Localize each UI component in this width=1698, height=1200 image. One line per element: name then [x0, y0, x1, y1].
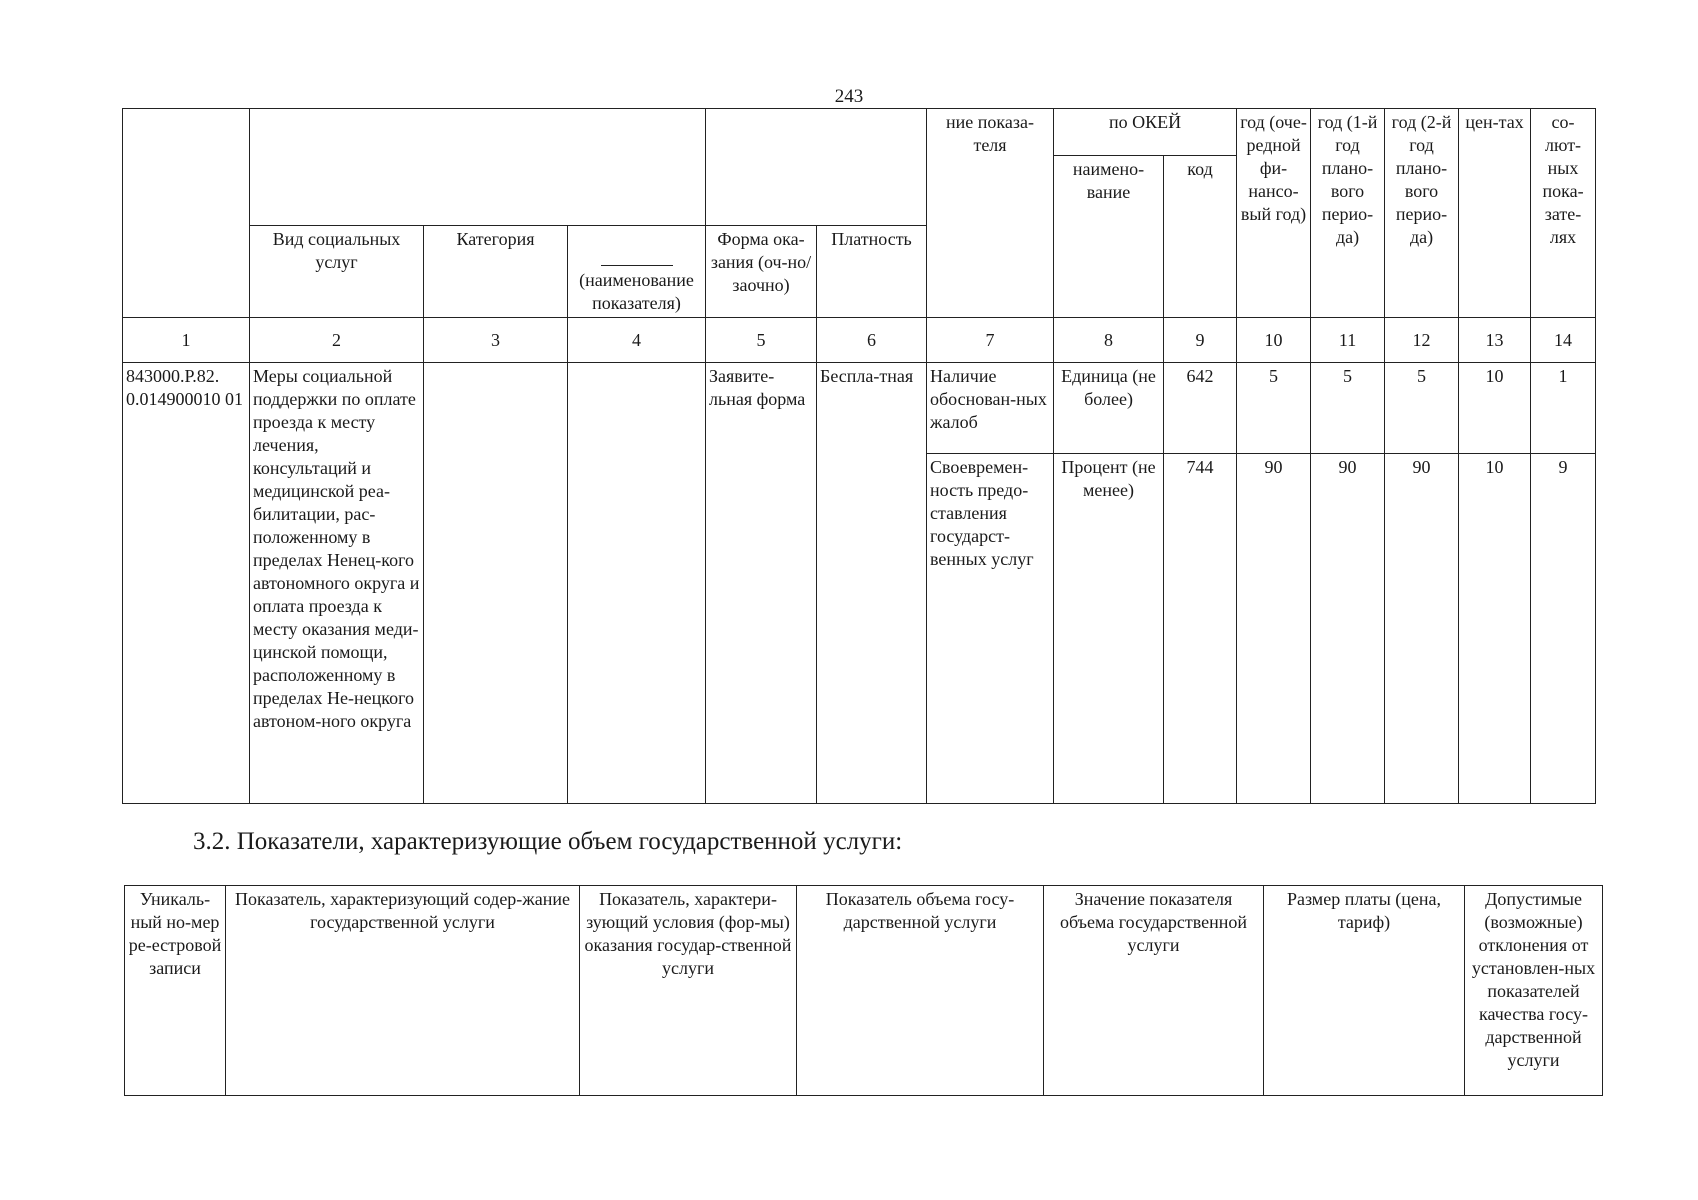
category-value — [424, 363, 568, 804]
unit-value: Процент (не менее) — [1054, 454, 1164, 804]
header-year-current: год (оче-редной фи-нансо-вый год) — [1237, 109, 1311, 318]
header-indicator-placeholder — [568, 226, 706, 318]
quality-indicators-table — [122, 108, 1596, 804]
column-number: 13 — [1459, 318, 1531, 363]
registry-number: 843000.Р.82. 0.014900010 01 — [123, 363, 250, 804]
section-heading: 3.2. Показатели, характеризующие объем государственной услуги: — [193, 828, 903, 855]
blank-underline — [601, 253, 673, 266]
column-number: 12 — [1385, 318, 1459, 363]
column-number: 11 — [1311, 318, 1385, 363]
header-registry-number: Уникаль-ный но-мер ре-естровой записи — [125, 886, 226, 1096]
header-category: Категория — [424, 226, 568, 318]
header-okei: по ОКЕЙ — [1054, 109, 1237, 156]
indicator-timeliness: Своевремен-ность предо-ставления государст-венных услуг — [927, 454, 1054, 804]
header-percent-deviation: цен-тах — [1459, 109, 1531, 318]
year-plan-1-value: 5 — [1311, 363, 1385, 454]
payment-value: Беспла-тная — [817, 363, 927, 804]
unit-value: Единица (не более) — [1054, 363, 1164, 454]
column-number: 14 — [1531, 318, 1596, 363]
column-number: 1 — [123, 318, 250, 363]
column-number: 8 — [1054, 318, 1164, 363]
percent-deviation-value: 10 — [1459, 363, 1531, 454]
header-delivery-form: Форма ока-зания (оч-но/заочно) — [706, 226, 817, 318]
absolute-deviation-value: 1 — [1531, 363, 1596, 454]
column-number: 5 — [706, 318, 817, 363]
column-number: 9 — [1164, 318, 1237, 363]
column-number: 4 — [568, 318, 706, 363]
header-absolute-deviation: со-лют-ных пока-зате-лях — [1531, 109, 1596, 318]
percent-deviation-value: 10 — [1459, 454, 1531, 804]
header-okei-name: наимено-вание — [1054, 156, 1164, 318]
okei-code-value: 642 — [1164, 363, 1237, 454]
volume-indicators-table — [124, 885, 1603, 1096]
header-blank-cell — [123, 109, 250, 318]
header-volume-value: Значение показателя объема государственной услуги — [1044, 886, 1264, 1096]
year-plan-1-value: 90 — [1311, 454, 1385, 804]
absolute-deviation-value: 9 — [1531, 454, 1596, 804]
header-content-group — [250, 109, 706, 226]
page-number: 243 — [834, 86, 864, 107]
header-content-indicator: Показатель, характеризующий содер-жание государственной услуги — [226, 886, 580, 1096]
okei-code-value: 744 — [1164, 454, 1237, 804]
header-service-type: Вид социальных услуг — [250, 226, 424, 318]
header-year-plan-1: год (1-й год плано-вого перио-да) — [1311, 109, 1385, 318]
delivery-form-value: Заявите-льная форма — [706, 363, 817, 804]
header-volume-indicator: Показатель объема госу-дарственной услуги — [797, 886, 1044, 1096]
header-conditions-indicator: Показатель, характери-зующий условия (фор-мы) оказания государ-ственной услуги — [580, 886, 797, 1096]
year-plan-2-value: 5 — [1385, 363, 1459, 454]
year-plan-2-value: 90 — [1385, 454, 1459, 804]
column-number: 3 — [424, 318, 568, 363]
indicator-complaints: Наличие обоснован-ных жалоб — [927, 363, 1054, 454]
header-fee: Размер платы (цена, тариф) — [1264, 886, 1465, 1096]
year-current-value: 5 — [1237, 363, 1311, 454]
header-allowed-deviations: Допустимые (возможные) отклонения от установлен-ных показателей качества госу-дарственной услуги — [1465, 886, 1603, 1096]
column-number: 7 — [927, 318, 1054, 363]
header-indicator-placeholder-label: (наименование показателя) — [579, 270, 694, 313]
header-year-plan-2: год (2-й год плано-вого перио-да) — [1385, 109, 1459, 318]
header-conditions-group — [706, 109, 927, 226]
column-number: 2 — [250, 318, 424, 363]
header-payment: Платность — [817, 226, 927, 318]
service-type-value: Меры социальной поддержки по оплате проезда к месту лечения, консультаций и медицинской реа-билитации, рас-положенному в пределах Ненец-кого автономного округа и оплата проезда к месту оказания меди-цинской помощи, расположенному в пределах Не-нецкого автоном-ного округа — [250, 363, 424, 804]
year-current-value: 90 — [1237, 454, 1311, 804]
header-okei-code: код — [1164, 156, 1237, 318]
indicator-name-value — [568, 363, 706, 804]
header-indicator-name: ние показа-теля — [927, 109, 1054, 318]
column-number: 6 — [817, 318, 927, 363]
column-number: 10 — [1237, 318, 1311, 363]
